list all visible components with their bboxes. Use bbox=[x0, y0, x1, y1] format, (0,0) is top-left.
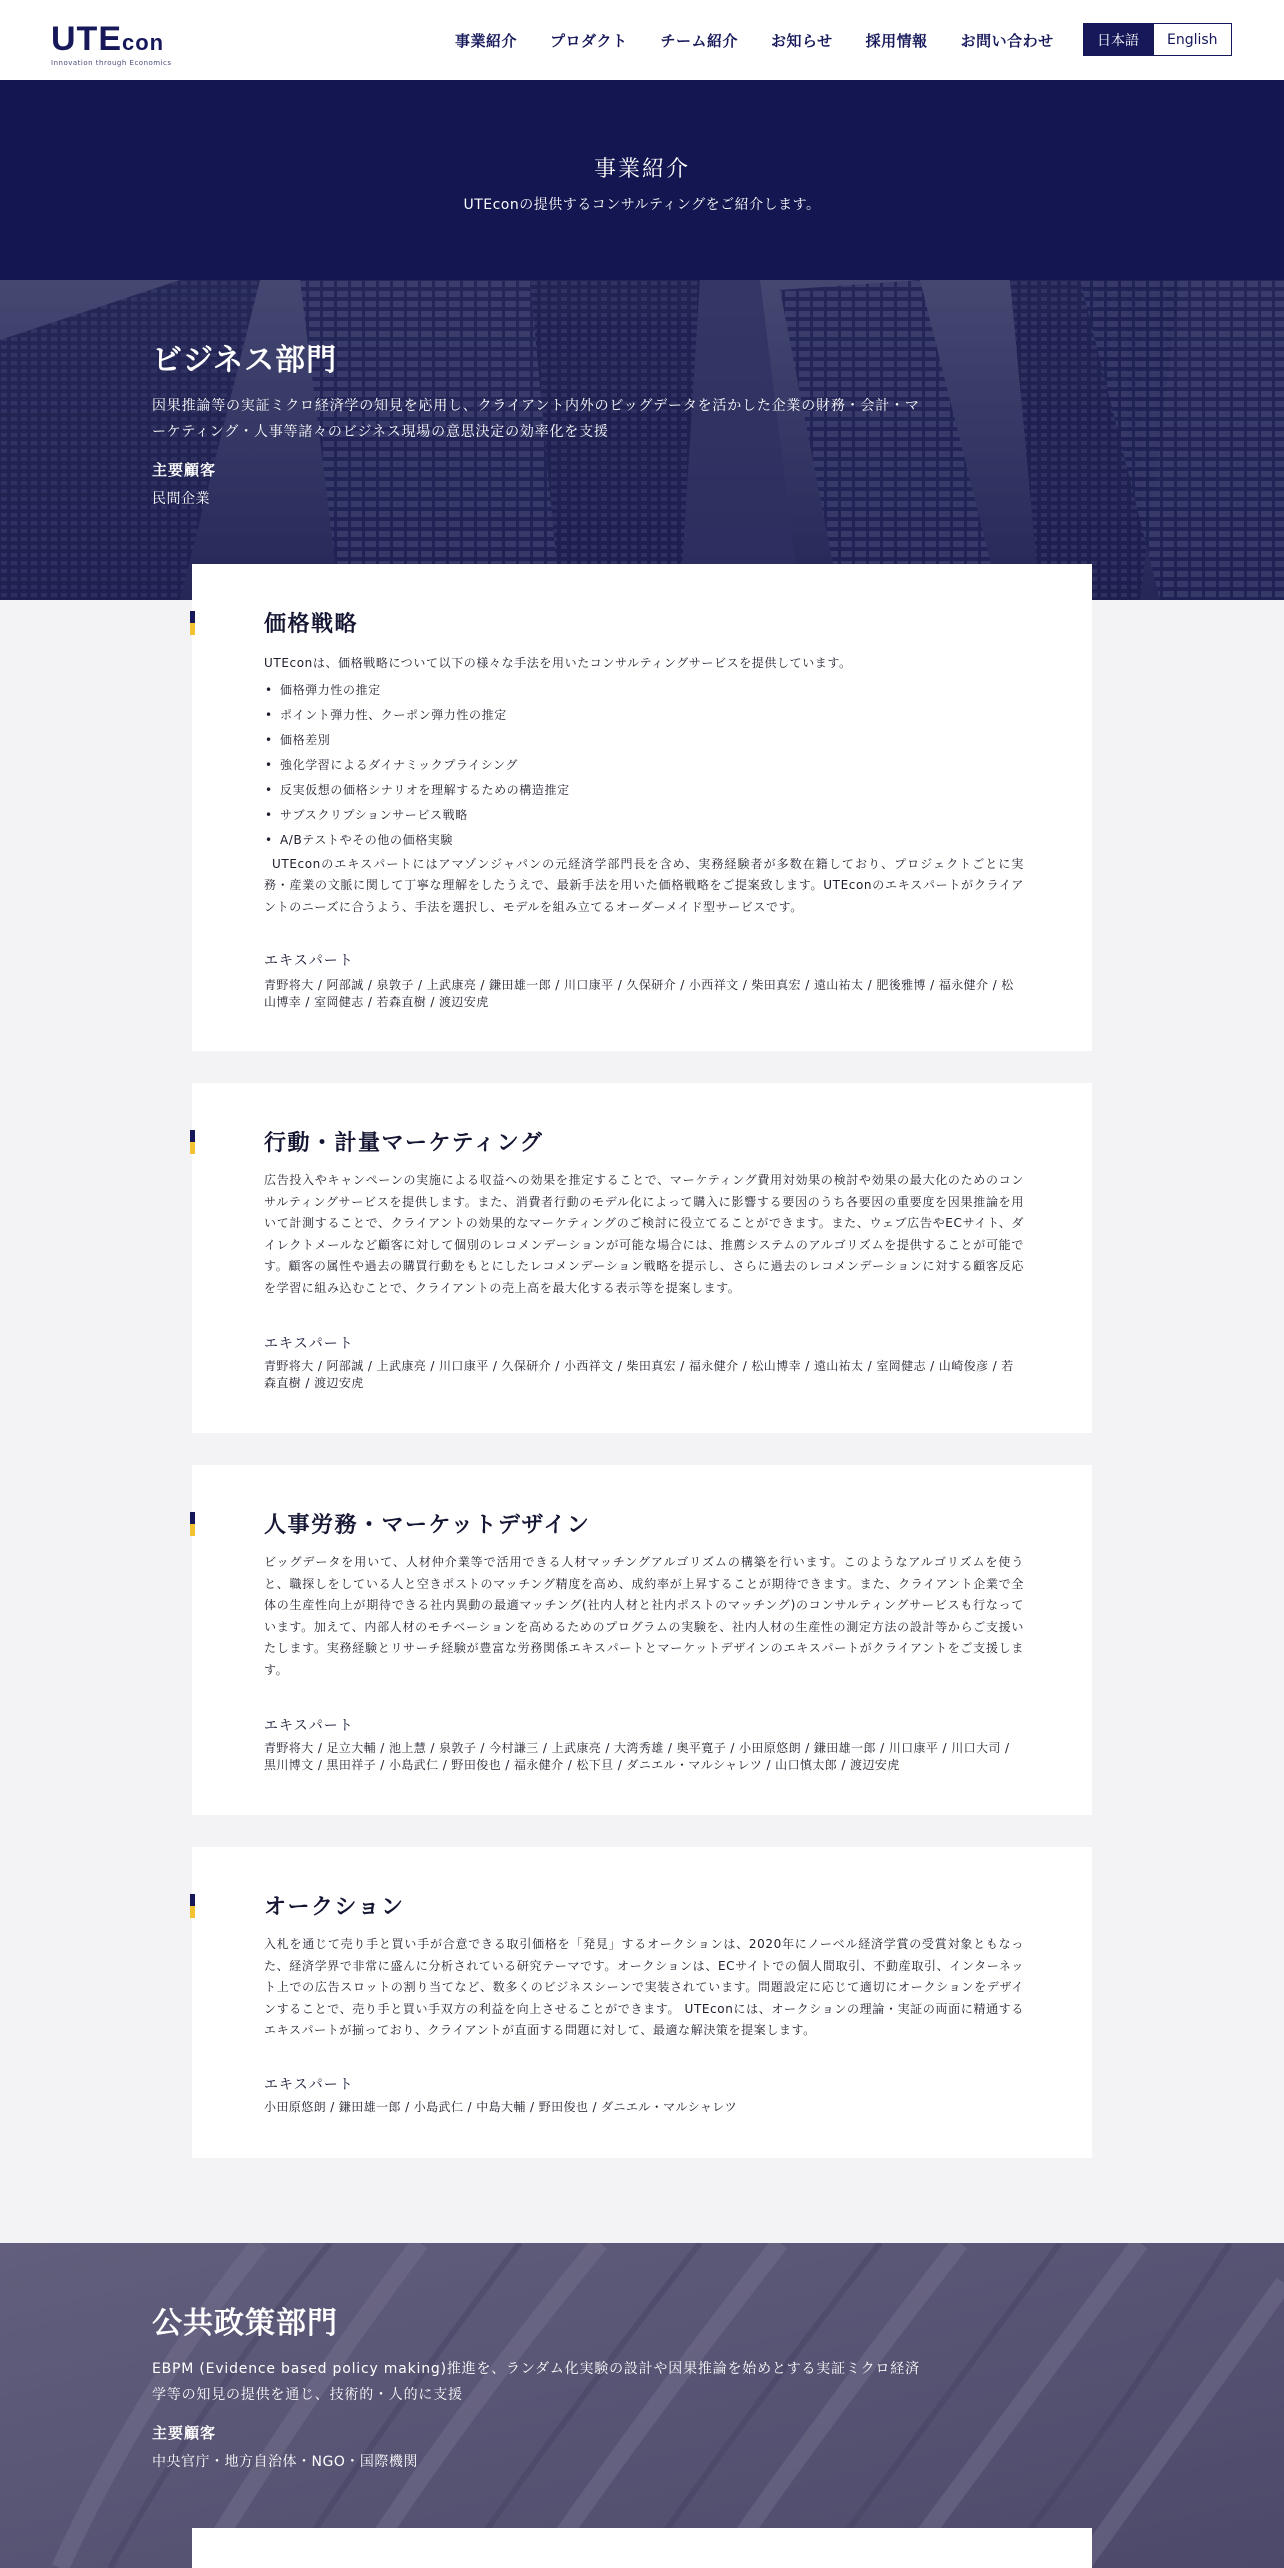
nav-business[interactable]: 事業紹介 bbox=[455, 31, 518, 50]
expert-label: エキスパート bbox=[264, 1336, 354, 1352]
pricing-method-list bbox=[264, 678, 1024, 853]
public-client-label: 主要顧客 bbox=[152, 2424, 217, 2442]
lang-japanese-button[interactable]: 日本語 bbox=[1083, 23, 1153, 56]
service-card-pricing bbox=[192, 564, 1092, 1051]
card-description: 入札を通じて売り手と買い手が合意できる取引価格を「発見」するオークションは、2020年にノーベル経済学賞の受賞対象ともなった、経済学界で非常に盛んに分析されている研究テーマです。オークションは、ECサイトでの個人間取引、不動産取引、インターネット上での広告スロットの割り当てなど、数多くのビジネスシーンで実装されています。問題設定に応じて適切にオークションをデザインすることで、売り手と買い手双方の利益を向上させることができます。 UTEconには、オークションの理論・実証の両面に精通するエキスパートが揃っており、クライアントが直面する問題に対して、最適な解決策を提案します。 bbox=[264, 1937, 1024, 2037]
page-subtitle: UTEconの提供するコンサルティングをご紹介します。 bbox=[463, 197, 821, 213]
list-item: • 価格弾力性の推定 bbox=[264, 678, 1024, 703]
list-item: • サブスクリプションサービス戦略 bbox=[264, 803, 1024, 828]
public-section-description: EBPM (Evidence based policy making)推進を、ランダム化実験の設計や因果推論を始めとする実証ミクロ経済学等の知見の提供を通じ、技術的・人的に支援 bbox=[152, 2361, 920, 2403]
logo-tagline: Innovation through Economics bbox=[51, 59, 172, 67]
business-client: 民間企業 bbox=[152, 491, 210, 507]
nav-contact[interactable]: お問い合わせ bbox=[960, 31, 1054, 50]
business-section-banner bbox=[0, 280, 1284, 600]
card-title: オークション bbox=[264, 1895, 405, 1920]
nav-product[interactable]: プロダクト bbox=[550, 31, 628, 50]
card-accent-bar bbox=[190, 1512, 195, 1536]
list-item: • ポイント弾力性、クーポン弾力性の推定 bbox=[264, 703, 1024, 728]
service-card-next bbox=[192, 2528, 1092, 2568]
card-description: UTEconのエキスパートにはアマゾンジャパンの元経済学部門長を含め、実務経験者が多数在籍しており、プロジェクトごとに実務・産業の文脈に関して丁寧な理解をしたうえで、最新手法を用いた価格戦略をご提案致します。UTEconのエキスパートがクライアントのニーズに合うよう、手法を選択し、モデルを組み立てるオーダーメイド型サービスです。 bbox=[264, 856, 1024, 914]
card-description: ビッグデータを用いて、人材仲介業等で活用できる人材マッチングアルゴリズムの構築を行います。このようなアルゴリズムを使うと、職探しをしている人と空きポストのマッチング精度を高め、成約率が上昇することが期待できます。また、クライアント企業で全体の生産性向上が期待できる社内異動の最適マッチング(社内人材と社内ポストのマッチング)のコンサルティングサービスも行なっています。加えて、内部人材のモチベーションを高めるためのプログラムの実験を、社内人材の生産性の測定方法の設計等からご支援いたします。実務経験とリサーチ経験が豊富な労務関係エキスパートとマーケットデザインのエキスパートがクライアントをご支援します。 bbox=[264, 1555, 1024, 1677]
nav-team[interactable]: チーム紹介 bbox=[660, 31, 739, 50]
card-accent-bar bbox=[190, 611, 195, 635]
card-accent-bar bbox=[190, 1894, 195, 1918]
list-item: • A/Bテストやその他の価格実験 bbox=[264, 828, 1024, 853]
business-section-title: ビジネス部門 bbox=[152, 343, 338, 378]
page-hero bbox=[0, 80, 1284, 280]
nav-news[interactable]: お知らせ bbox=[771, 31, 833, 50]
service-card-marketing bbox=[192, 1083, 1092, 1433]
expert-label: エキスパート bbox=[264, 1718, 354, 1734]
expert-label: エキスパート bbox=[264, 953, 354, 969]
lang-english-button[interactable]: English bbox=[1153, 23, 1232, 56]
card-title: 人事労務・マーケットデザイン bbox=[264, 1513, 591, 1538]
expert-names: 青野将大 / 阿部誠 / 泉敦子 / 上武康亮 / 鎌田雄一郎 / 川口康平 / 久保研介 / 小西祥文 / 柴田真宏 / 遠山祐太 / 肥後雅博 / 福永健介 / 松山博幸 / 室岡健志 / 若森直樹 / 渡辺安虎 bbox=[264, 978, 1014, 1009]
service-card-auction bbox=[192, 1847, 1092, 2158]
site-header bbox=[0, 0, 1284, 80]
card-body bbox=[264, 653, 1024, 918]
list-item: • 価格差別 bbox=[264, 728, 1024, 753]
expert-label: エキスパート bbox=[264, 2077, 354, 2093]
list-item: • 強化学習によるダイナミックプライシング bbox=[264, 753, 1024, 778]
public-section-title: 公共政策部門 bbox=[152, 2306, 338, 2341]
card-accent-bar bbox=[190, 1130, 195, 1154]
language-switcher bbox=[1083, 23, 1232, 56]
public-policy-section-banner bbox=[0, 2243, 1284, 2568]
service-card-hr-market-design bbox=[192, 1465, 1092, 1815]
public-section-content bbox=[152, 2298, 952, 2471]
public-client: 中央官庁・地方自治体・NGO・国際機関 bbox=[152, 2454, 418, 2470]
list-item: • 反実仮想の価格シナリオを理解するための構造推定 bbox=[264, 778, 1024, 803]
card-intro: UTEconは、価格戦略について以下の様々な手法を用いたコンサルティングサービスを提供しています。 bbox=[264, 656, 852, 670]
main-nav bbox=[455, 0, 1054, 80]
business-section-description: 因果推論等の実証ミクロ経済学の知見を応用し、クライアント内外のビッグデータを活かした企業の財務・会計・マーケティング・人事等諸々のビジネス現場の意思決定の効率化を支援 bbox=[152, 398, 920, 440]
business-section-content bbox=[152, 335, 952, 508]
expert-names: 小田原悠朗 / 鎌田雄一郎 / 小島武仁 / 中島大輔 / 野田俊也 / ダニエル・マルシャレツ bbox=[264, 2100, 738, 2114]
expert-names: 青野将大 / 阿部誠 / 上武康亮 / 川口康平 / 久保研介 / 小西祥文 / 柴田真宏 / 福永健介 / 松山博幸 / 遠山祐太 / 室岡健志 / 山崎俊彦 / 若森直樹 / 渡辺安虎 bbox=[264, 1359, 1014, 1390]
card-title: 行動・計量マーケティング bbox=[264, 1131, 544, 1156]
utecon-logo[interactable]: UTEcon Innovation through Economics bbox=[51, 24, 181, 64]
expert-names: 青野将大 / 足立大輔 / 池上慧 / 泉敦子 / 今村謙三 / 上武康亮 / 大湾秀雄 / 奥平寛子 / 小田原悠朗 / 鎌田雄一郎 / 川口康平 / 川口大司 / 黒川博文 / 黒田祥子 / 小島武仁 / 野田俊也 / 福永健介 / 松下旦 / ダニエル・マルシャレツ / 山口慎太郎 / 渡辺安虎 bbox=[264, 1741, 1010, 1772]
nav-recruit[interactable]: 採用情報 bbox=[865, 31, 928, 50]
card-description: 広告投入やキャンペーンの実施による収益への効果を推定することで、マーケティング費用対効果の検討や効果の最大化のためのコンサルティングサービスを提供します。また、消費者行動のモデル化によって購入に影響する要因のうち各要因の重要度を因果推論を用いて計測することで、クライアントの効果的なマーケティングのご検討に役立てることができます。また、ウェブ広告やECサイト、ダイレクトメールなど顧客に対して個別のレコメンデーションが可能な場合には、推薦システムのアルゴリズムを提供することが可能です。顧客の属性や過去の購買行動をもとにしたレコメンデーション戦略を提示し、さらに過去のレコメンデーションに対する顧客反応を学習に組み込むことで、クライアントの売上高を最大化する表示等を提案します。 bbox=[264, 1173, 1024, 1295]
page-title: 事業紹介 bbox=[593, 157, 690, 182]
business-client-label: 主要顧客 bbox=[152, 461, 217, 479]
card-title: 価格戦略 bbox=[264, 612, 359, 637]
